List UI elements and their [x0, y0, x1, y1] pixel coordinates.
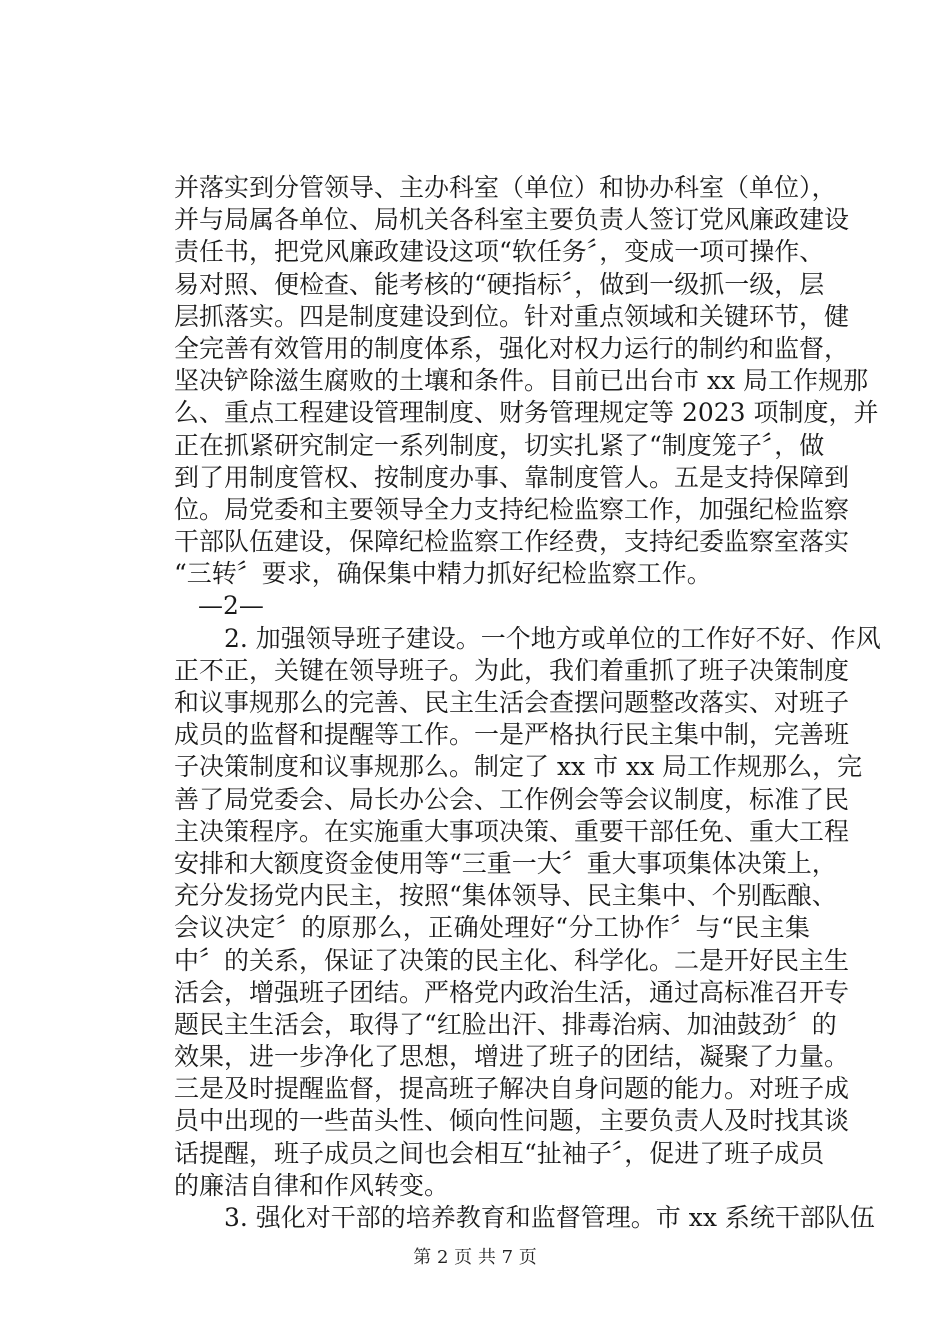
- body-text: [174, 172, 881, 1234]
- text-line: 的廉洁自律和作风转变。: [174, 1170, 450, 1200]
- text-line: 成员的监督和提醒等工作。一是严格执行民主集中制，完善班: [174, 720, 850, 750]
- text-line: 安排和大额度资金使用等“三重一大〞重大事项集体决策上，: [174, 848, 837, 878]
- text-line: 和议事规那么的完善、民主生活会查摆问题整改落实、对班子: [174, 688, 850, 717]
- text-line: 效果，进一步净化了思想，增进了班子的团结，凝聚了力量。: [174, 1042, 850, 1072]
- page-marker: —2—: [198, 591, 264, 621]
- text-line: 责任书，把党风廉政建设这项“软任务〞，变成一项可操作、: [174, 237, 825, 267]
- text-line: 题民主生活会，取得了“红脸出汗、排毒治病、加油鼓劲〞的: [174, 1009, 837, 1039]
- text-line: 子决策制度和议事规那么。制定了 xx 市 xx 局工作规那么，完: [174, 752, 863, 782]
- text-line: “三转〞要求，确保集中精力抓好纪检监察工作。: [174, 559, 712, 589]
- text-line: 3. 强化对干部的培养教育和监督管理。市 xx 系统干部队伍: [224, 1203, 875, 1232]
- text-line: 位。局党委和主要领导全力支持纪检监察工作，加强纪检监察: [174, 494, 850, 524]
- text-line: 干部队伍建设，保障纪检监察工作经费，支持纪委监察室落实: [174, 527, 850, 557]
- text-line: 话提醒，班子成员之间也会相互“扯袖子〞，促进了班子成员: [174, 1138, 825, 1168]
- text-line: 善了局党委会、局长办公会、工作例会等会议制度，标准了民: [174, 784, 850, 814]
- page-footer: 第 2 页 共 7 页: [413, 1247, 537, 1268]
- text-line: 正不正，关键在领导班子。为此，我们着重抓了班子决策制度: [174, 655, 850, 685]
- text-line: 主决策程序。在实施重大事项决策、重要干部任免、重大工程: [174, 816, 850, 846]
- text-line: 全完善有效管用的制度体系，强化对权力运行的制约和监督，: [174, 333, 850, 363]
- text-line: 正在抓紧研究制定一系列制度，切实扎紧了“制度笼子〞，做: [174, 430, 825, 460]
- text-line: 并落实到分管领导、主办科室（单位）和协办科室（单位），: [174, 173, 837, 202]
- text-line: 中〞的关系，保证了决策的民主化、科学化。二是开好民主生: [174, 945, 850, 975]
- text-line: 坚决铲除滋生腐败的土壤和条件。目前已出台市 xx 局工作规那: [174, 366, 869, 396]
- text-line: 员中出现的一些苗头性、倾向性问题，主要负责人及时找其谈: [174, 1106, 850, 1136]
- text-line: 2. 加强领导班子建设。一个地方或单位的工作好不好、作风: [224, 623, 881, 653]
- text-line: 么、重点工程建设管理制度、财务管理规定等 2023 项制度，并: [174, 398, 879, 428]
- text-line: 易对照、便检查、能考核的“硬指标〞，做到一级抓一级，层: [174, 269, 825, 299]
- text-line: 三是及时提醒监督，提高班子解决自身问题的能力。对班子成: [174, 1074, 850, 1104]
- text-line: 层抓落实。四是制度建设到位。针对重点领域和关键环节，健: [174, 301, 850, 331]
- text-line: 会议决定〞的原那么，正确处理好“分工协作〞与“民主集: [174, 913, 810, 943]
- text-line: 活会，增强班子团结。严格党内政治生活，通过高标准召开专: [174, 977, 850, 1007]
- text-line: 到了用制度管权、按制度办事、靠制度管人。五是支持保障到: [174, 462, 850, 492]
- text-line: 充分发扬党内民主，按照“集体领导、民主集中、个别酝酿、: [174, 881, 837, 911]
- text-line: 并与局属各单位、局机关各科室主要负责人签订党风廉政建设: [174, 205, 850, 235]
